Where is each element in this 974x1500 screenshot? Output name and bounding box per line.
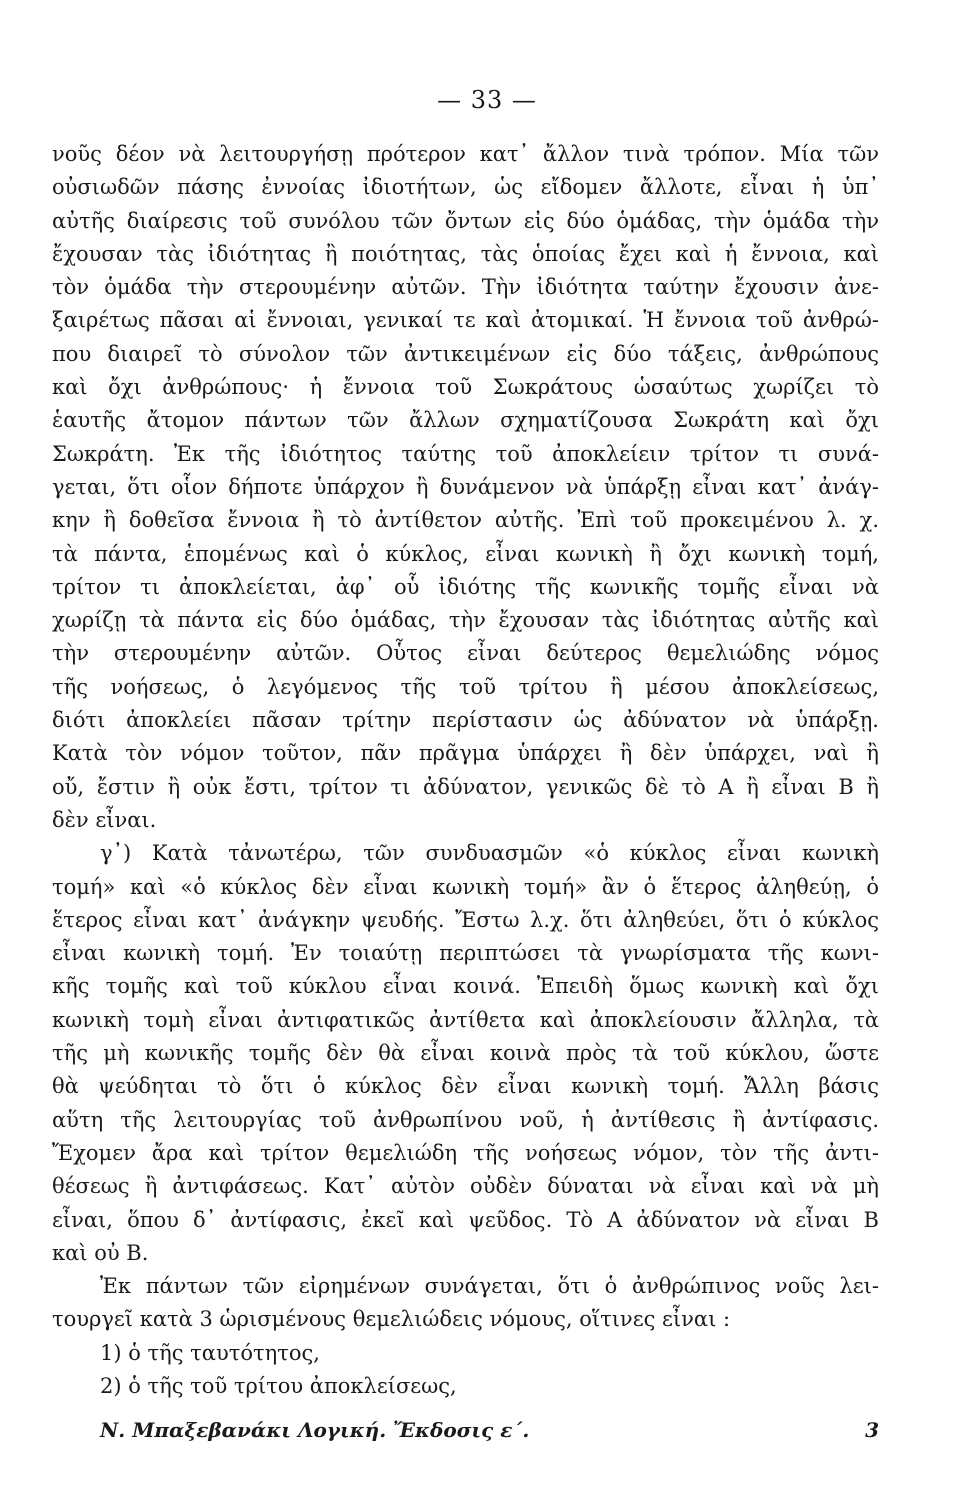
paragraph-end-line: δὲν εἶναι. [52,807,157,832]
text-line: τῆς μὴ κωνικῆς τομῆς δὲν θὰ εἶναι κοινὰ πρὸς τὰ τοῦ κύκλου, ὥστε [52,1041,879,1066]
text-line: ξαιρέτως πᾶσαι αἱ ἔννοιαι, γενικαί τε καὶ ἀτομικαί. Ἡ ἔννοια τοῦ ἀνθρώ- [52,308,879,333]
text-line: νοῦς δέον νὰ λειτουργήσῃ πρότερον κατ᾽ ἄλλον τινὰ τρόπον. Μία τῶν [52,142,879,166]
text-line: Ἔχομεν ἄρα καὶ τρίτον θεμελιώδη τῆς νοήσεως νόμον, τὸν τῆς ἀντι- [52,1140,879,1165]
text-line: οὔ, ἔστιν ἢ οὐκ ἔστι, τρίτον τι ἀδύνατον, γενικῶς δὲ τὸ Α ἢ εἶναι Β ἢ [52,774,879,799]
text-line: τῆς νοήσεως, ὁ λεγόμενος τῆς τοῦ τρίτου ἢ μέσου ἀποκλείσεως, [52,674,879,699]
text-line: τὸν ὁμάδα τὴν στερουμένην αὐτῶν. Τὴν ἰδιότητα ταύτην ἔχουσιν ἀνε- [52,275,879,300]
text-line: θὰ ψεύδηται τὸ ὅτι ὁ κύκλος δὲν εἶναι κωνικὴ τομή. Ἄλλη βάσις [52,1074,879,1099]
text-line: ἕτερος εἶναι κατ᾽ ἀνάγκην ψευδής. Ἔστω λ.χ. ὅτι ἀληθεύει, ὅτι ὁ κύκλος [52,907,879,932]
list-item: 1) ὁ τῆς ταυτότητος, [100,1340,320,1365]
text-line: Σωκράτη. Ἐκ τῆς ἰδιότητος ταύτης τοῦ ἀποκλείειν τρίτον τι συνά- [52,441,879,466]
text-line: ἔχουσαν τὰς ἰδιότητας ἢ ποιότητας, τὰς ὁποίας ἔχει καὶ ἡ ἔννοια, καὶ [52,241,879,266]
text-line: οὐσιωδῶν πάσης ἐννοίας ἰδιοτήτων, ὡς εἴδομεν ἄλλοτε, εἶναι ἡ ὑπ᾽ [52,175,879,200]
text-line: αὕτη τῆς λειτουργίας τοῦ ἀνθρωπίνου νοῦ, ἡ ἀντίθεσις ἢ ἀντίφασις. [52,1107,879,1132]
text-line: κωνικὴ τομὴ εἶναι ἀντιφατικῶς ἀντίθετα καὶ ἀποκλείουσιν ἄλληλα, τὰ [52,1007,879,1032]
text-line: τὰ πάντα, ἑπομένως καὶ ὁ κύκλος, εἶναι κωνικὴ ἢ ὄχι κωνικὴ τομή, [52,541,879,566]
body-text [52,138,879,1403]
page-number: — 33 — [437,86,537,114]
text-line: ἑαυτῆς ἄτομον πάντων τῶν ἄλλων σχηματίζουσα Σωκράτη καὶ ὄχι [52,408,879,433]
text-line: τὴν στερουμένην αὐτῶν. Οὗτος εἶναι δεύτερος θεμελιώδης νόμος [52,641,879,666]
text-line: τρίτον τι ἀποκλείεται, ἀφ᾽ οὗ ἰδιότης τῆς κωνικῆς τομῆς εἶναι νὰ [52,574,879,599]
text-line: Κατὰ τὸν νόμον τοῦτον, πᾶν πρᾶγμα ὑπάρχει ἢ δὲν ὑπάρχει, ναὶ ἢ [52,741,879,766]
text-line: που διαιρεῖ τὸ σύνολον τῶν ἀντικειμένων εἰς δύο τάξεις, ἀνθρώπους [52,341,879,366]
paragraph-end-line: καὶ οὐ Β. [52,1240,149,1265]
list-item: 2) ὁ τῆς τοῦ τρίτου ἀποκλείσεως, [100,1373,457,1398]
text-line: διότι ἀποκλείει πᾶσαν τρίτην περίστασιν ὡς ἀδύνατον νὰ ὑπάρξῃ. [52,708,879,733]
text-line: εἶναι, ὅπου δ᾽ ἀντίφασις, ἐκεῖ καὶ ψεῦδος. Τὸ Α ἀδύνατον νὰ εἶναι Β [52,1207,879,1232]
page-footer [52,1418,879,1442]
text-line: θέσεως ἢ ἀντιφάσεως. Κατ᾽ αὐτὸν οὐδὲν δύναται νὰ εἶναι καὶ νὰ μὴ [52,1174,879,1199]
paragraph-start-line: γ᾽) Κατὰ τἀνωτέρω, τῶν συνδυασμῶν «ὁ κύκλος εἶναι κωνικὴ [100,841,879,866]
text-line: τομή» καὶ «ὁ κύκλος δὲν εἶναι κωνικὴ τομή» ἂν ὁ ἕτερος ἀληθεύῃ, ὁ [52,874,879,899]
sheet-number: 3 [865,1418,879,1442]
text-line: κῆς τομῆς καὶ τοῦ κύκλου εἶναι κοινά. Ἐπειδὴ ὅμως κωνικὴ καὶ ὄχι [52,974,879,999]
text-line: αὐτῆς διαίρεσις τοῦ συνόλου τῶν ὄντων εἰς δύο ὁμάδας, τὴν ὁμάδα τὴν [52,208,879,233]
printer-signature: Ν. Μπαξεβανάκι Λογική. Ἔκδοσις ε΄. [100,1418,530,1442]
text-line: χωρίζῃ τὰ πάντα εἰς δύο ὁμάδας, τὴν ἔχουσαν τὰς ἰδιότητας αὐτῆς καὶ [52,608,879,633]
text-line: κην ἢ δοθεῖσα ἔννοια ἢ τὸ ἀντίθετον αὐτῆς. Ἐπὶ τοῦ προκειμένου λ. χ. [52,508,879,533]
text-line: γεται, ὅτι οἷον δήποτε ὑπάρχον ἢ δυνάμενον νὰ ὑπάρξῃ εἶναι κατ᾽ ἀνάγ- [52,474,879,499]
paragraph-end-line: τουργεῖ κατὰ 3 ὡρισμένους θεμελιώδεις νόμους, οἵτινες εἶναι : [52,1307,731,1332]
paragraph-start-line: Ἐκ πάντων τῶν εἰρημένων συνάγεται, ὅτι ὁ ἀνθρώπινος νοῦς λει- [100,1274,879,1299]
text-line: εἶναι κωνικὴ τομή. Ἐν τοιαύτῃ περιπτώσει τὰ γνωρίσματα τῆς κωνι- [52,941,879,966]
text-line: καὶ ὄχι ἀνθρώπους· ἡ ἔννοια τοῦ Σωκράτους ὡσαύτως χωρίζει τὸ [52,375,879,400]
